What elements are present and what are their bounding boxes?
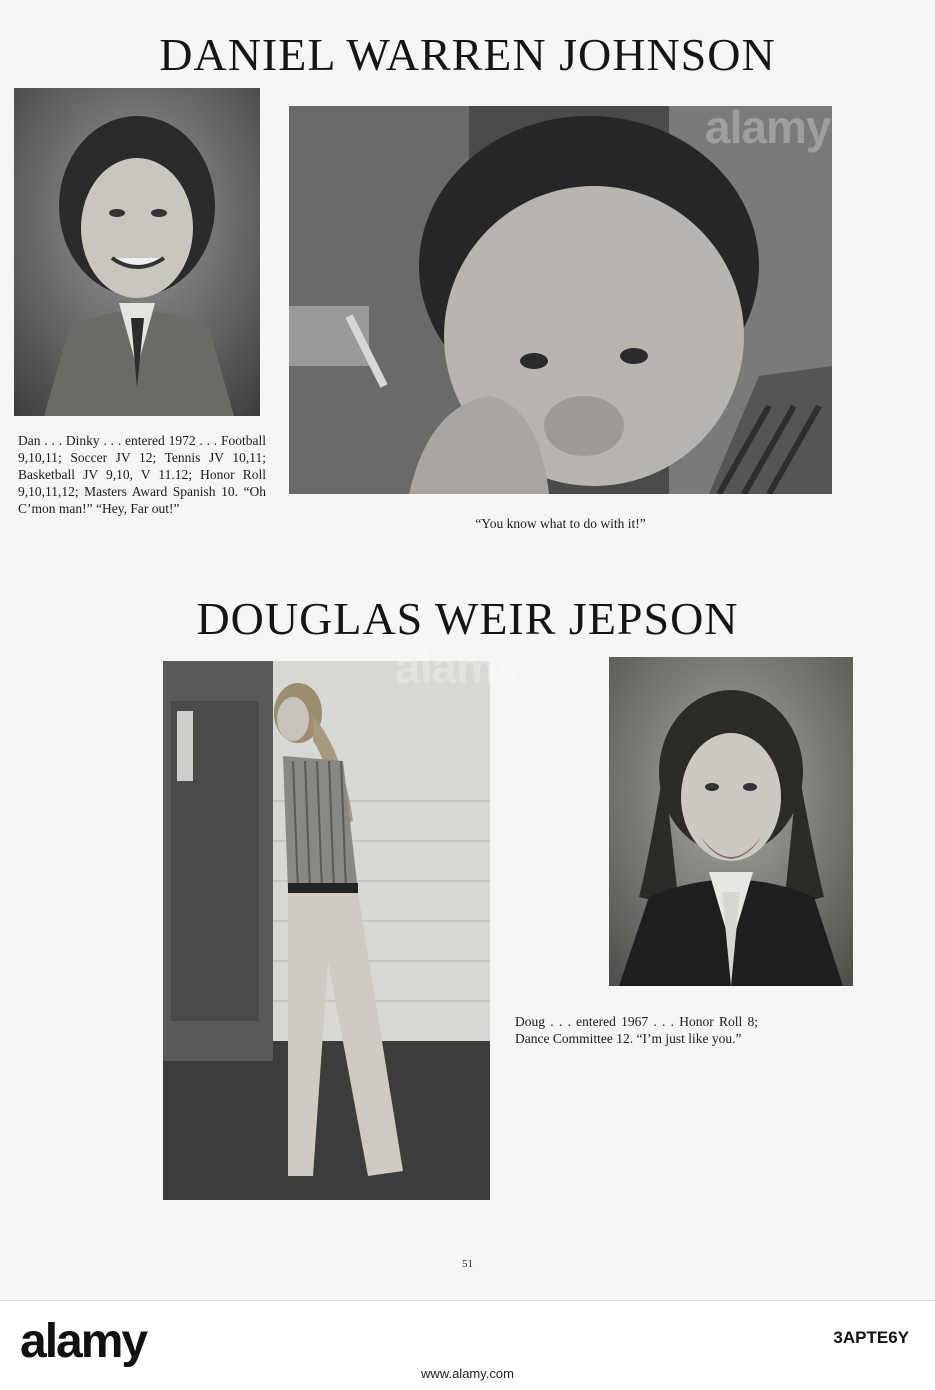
student1-name-heading: DANIEL WARREN JOHNSON [159, 29, 776, 80]
student1-candid-caption: “You know what to do with it!” [475, 516, 646, 531]
stock-url[interactable]: www.alamy.com [421, 1366, 514, 1381]
student1-bio: Dan . . . Dinky . . . entered 1972 . . . Football 9,10,11; Soccer JV 12; Tennis JV 10,11; Basketball JV 9,10, V 11.12; Honor Roll 9,10,11,12; Masters Award Spanish 10. “Oh C’mon man!” “Hey, Far out!” [18, 433, 266, 516]
page-number: 51 [462, 1258, 473, 1270]
student2-candid-photo [163, 661, 490, 1200]
watermark-text: alamy [705, 101, 831, 153]
student2-portrait-photo [609, 657, 853, 986]
alamy-logo[interactable]: alamy [20, 1315, 147, 1368]
watermark-text: alamy [395, 641, 521, 693]
footer-divider [0, 1300, 935, 1301]
image-id: 3APTE6Y [833, 1328, 909, 1347]
student2-name-heading: DOUGLAS WEIR JEPSON [196, 593, 739, 644]
student1-portrait-photo [14, 88, 260, 416]
student1-candid-photo [289, 106, 832, 494]
student2-bio: Doug . . . entered 1967 . . . Honor Roll 8; Dance Committee 12. “I’m just like you.” [515, 1014, 758, 1046]
